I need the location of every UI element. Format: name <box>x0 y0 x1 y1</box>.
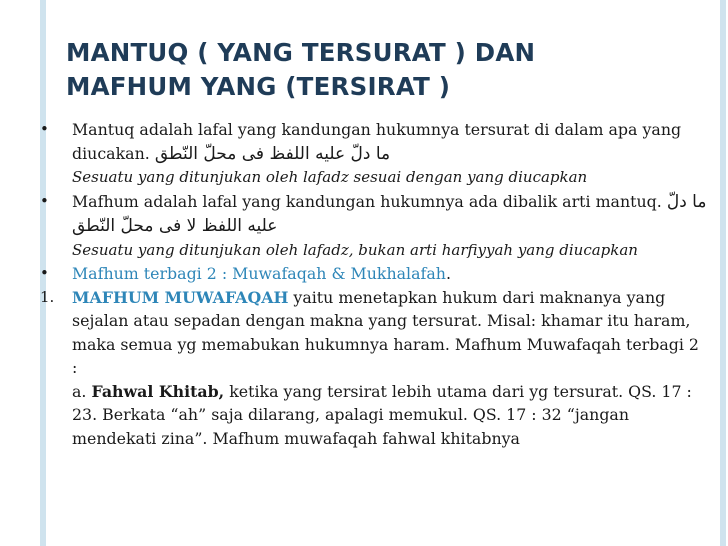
sub-item-a-prefix: a. <box>72 381 92 401</box>
fahwal-khitab-term: Fahwal Khitab, <box>91 381 225 401</box>
mantuq-arabic: ما دلّ عليه اللفظ فى محلّ النّطق <box>154 143 391 164</box>
mantuq-definition: Mantuq adalah lafal yang kandungan hukumnya tersurat di dalam apa yang diucakan. <box>72 120 682 163</box>
period: . <box>445 264 451 283</box>
muwafaqah-heading: MAFHUM MUWAFAQAH <box>72 287 289 307</box>
bullet-marker: • <box>40 191 49 210</box>
slide-title <box>66 36 535 104</box>
mafhum-division-link[interactable]: Mafhum terbagi 2 : Muwafaqah & Mukhalafah <box>72 264 446 283</box>
bullet-marker: • <box>40 120 49 138</box>
mafhum-arabic: ما دلّ عليه اللفظ لا فى محلّ النّطق <box>72 191 707 236</box>
slide-body <box>0 118 728 450</box>
mantuq-gloss: Sesuatu yang ditunjukan oleh lafadz sesuai dengan yang diucapkan <box>72 168 588 186</box>
bullet-mafhum <box>0 190 728 263</box>
muwafaqah-text: yaitu menetapkan hukum dari maknanya yang sejalan atau sepadan dengan makna yang tersurat. Misal: khamar itu haram, maka semua yg memabukan hukumnya haram. Mafhum Muwafaqah terbagi 2 : <box>72 287 699 377</box>
fahwal-khitab-text: ketika yang tersirat lebih utama dari yg tersurat. QS. 17 : 23. Berkata “ah” saja dilarang, apalagi memukul. QS. 17 : 32 “jangan mendekati zina”. Mafhum muwafaqah fahwal khitabnya <box>72 381 692 448</box>
mafhum-gloss: Sesuatu yang ditunjukan oleh lafadz, bukan arti harfiyyah yang diucapkan <box>72 240 638 259</box>
numbered-item-muwafaqah <box>0 286 728 451</box>
mafhum-definition: Mafhum adalah lafal yang kandungan hukumnya ada dibalik arti mantuq. <box>72 191 662 211</box>
sub-item-a <box>72 380 708 451</box>
title-line-2: MAFHUM YANG (TERSIRAT ) <box>66 72 451 101</box>
title-line-1: MANTUQ ( YANG TERSURAT ) DAN <box>66 38 536 67</box>
bullet-marker: • <box>40 264 49 282</box>
bullet-mantuq <box>0 118 728 190</box>
bullet-mafhum-division <box>0 262 728 286</box>
number-marker: 1. <box>40 287 55 306</box>
